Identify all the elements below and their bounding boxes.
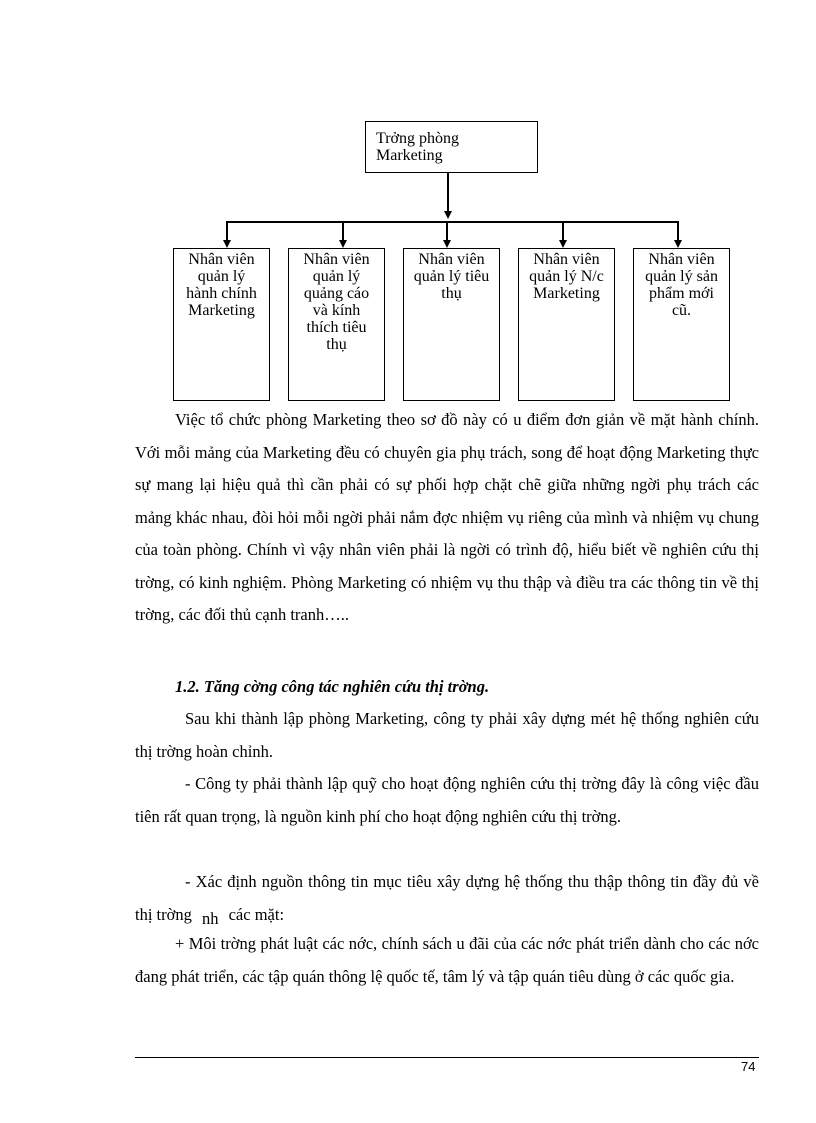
staff-sales-line-1: Nhân viên [418, 251, 485, 268]
staff-research-line-1: Nhân viên [533, 251, 600, 268]
arrow-drop-3-icon [443, 240, 451, 248]
staff-research-line-3: Marketing [533, 285, 600, 302]
org-head-box [365, 121, 538, 173]
staff-admin-line-1: Nhân viên [188, 251, 255, 268]
arrow-drop-5-icon [674, 240, 682, 248]
connector-drop-5 [677, 221, 679, 240]
connector-drop-1 [226, 221, 228, 240]
staff-adv-line-3: quảng cáo [303, 285, 370, 302]
arrow-drop-4-icon [559, 240, 567, 248]
staff-research-line-2: quản lý N/c [529, 268, 604, 285]
arrow-drop-1-icon [223, 240, 231, 248]
staff-adv-line-5: thích tiêu [306, 319, 367, 336]
org-staff-box-sales [403, 248, 500, 401]
org-staff-box-products [633, 248, 730, 401]
staff-admin-line-3: hành chính [186, 285, 257, 302]
footer-rule [135, 1057, 759, 1058]
staff-products-line-4: cũ. [671, 302, 692, 319]
info-sources-text: - Xác định nguồn thông tin mục tiêu xây dựng hệ thống thu thập thông tin đầy đủ về thị trờng [135, 872, 759, 924]
paragraph-research-system: Sau khi thành lập phòng Marketing, công ty phải xây dựng mét hệ thống nghiên cứu thị trờng hoàn chỉnh. [135, 709, 759, 761]
info-sources-subscript: nh [201, 908, 219, 928]
section-heading: 1.2. Tăng cờng công tác nghiên cứu thị trờng. [175, 677, 490, 696]
staff-adv-line-4: và kính [312, 302, 361, 319]
staff-products-line-2: quản lý sản [645, 268, 718, 285]
paragraph-fund: - Công ty phải thành lập quỹ cho hoạt động nghiên cứu thị trờng đây là công việc đầu tiên rất quan trọng, là nguồn kinh phí cho hoạt động nghiên cứu thị trờng. [135, 774, 759, 826]
staff-adv-line-1: Nhân viên [303, 251, 370, 268]
connector-horizontal [226, 221, 679, 223]
paragraph-info-sources [135, 866, 759, 931]
paragraph-org-description: Việc tổ chức phòng Marketing theo sơ đồ này có u điểm đơn giản về mặt hành chính. Với mỗi mảng của Marketing đều có chuyên gia phụ trách, song để hoạt động Marketing thực sự mang lại hiệu quả thì cần phải có sự phối hợp chặt chẽ giữa những ngời phụ trách các mảng khác nhau, đòi hỏi mỗi ngời phải nắm đợc nhiệm vụ riêng của mình và nhiệm vụ chung của toàn phòng. Chính vì vậy nhân viên phải là ngời có trình độ, hiểu biết về nghiên cứu thị trờng, có kinh nghiệm. Phòng Marketing có nhiệm vụ thu thập và điều tra các thông tin về thị trờng, các đối thủ cạnh tranh….. [135, 410, 759, 624]
staff-sales-line-2: quản lý tiêu [413, 268, 490, 285]
staff-adv-line-2: quản lý [312, 268, 361, 285]
staff-admin-line-2: quản lý [197, 268, 246, 285]
staff-products-line-1: Nhân viên [648, 251, 715, 268]
org-staff-box-research [518, 248, 615, 401]
staff-adv-line-6: thụ [326, 336, 347, 353]
info-sources-text-end: các mặt: [228, 904, 285, 924]
arrow-main-icon [444, 211, 452, 219]
page-number: 74 [741, 1059, 756, 1074]
staff-products-line-3: phẩm mới [649, 285, 714, 302]
org-staff-box-advertising [288, 248, 385, 401]
arrow-drop-2-icon [339, 240, 347, 248]
paragraph-legal-environment: + Môi trờng phát luật các nớc, chính sách u đãi của các nớc phát triển dành cho các nớc đang phát triển, các tập quán thông lệ quốc tế, tâm lý và tập quán tiêu dùng ở các quốc gia. [135, 934, 759, 986]
connector-vertical-main [447, 173, 449, 211]
connector-drop-2 [342, 221, 344, 240]
org-staff-box-admin [173, 248, 270, 401]
connector-drop-4 [562, 221, 564, 240]
staff-sales-line-3: thụ [441, 285, 462, 302]
staff-admin-line-4: Marketing [188, 302, 255, 319]
org-head-line-1: Trởng phòng [376, 130, 459, 147]
connector-drop-3 [446, 221, 448, 240]
org-head-line-2: Marketing [376, 147, 443, 164]
